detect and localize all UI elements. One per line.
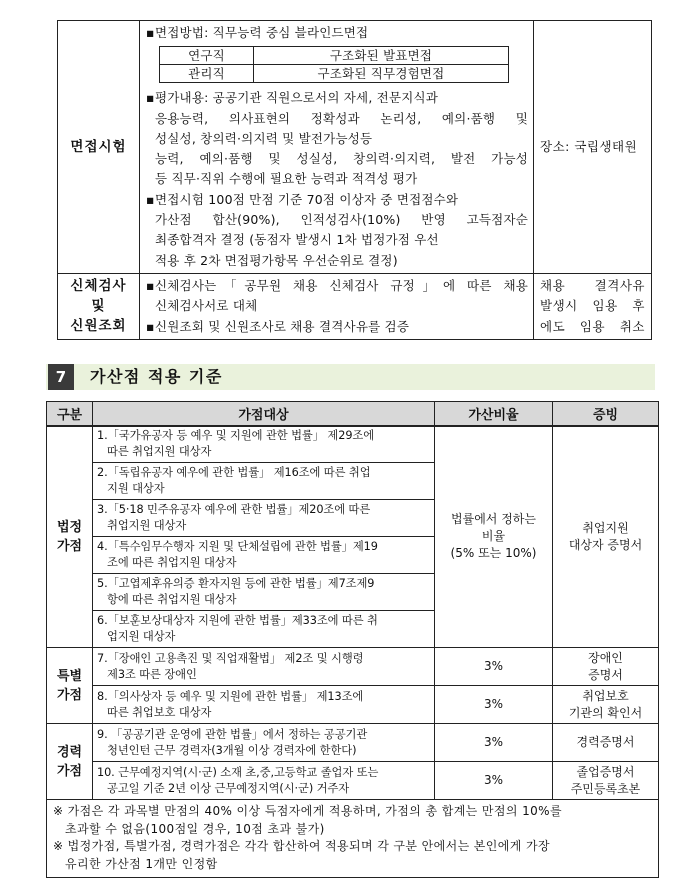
footnote-row: [47, 800, 659, 878]
pass-criteria-line: 최종합격자 결정 (동점자 발생시 1차 법정가점 우선: [155, 232, 439, 248]
pass-criteria: ▪면접시험 100점 만점 기준 70점 이상자 중 면접점수와: [146, 191, 459, 207]
evaluation-content-line: 성실성, 창의력·의지력 및 발전가능성등: [155, 130, 373, 146]
interview-type-row: [160, 65, 509, 83]
physical-check: ▪신체검사는「공무원 채용 신체검사 규정」에 따른 채용: [146, 277, 528, 293]
interview-format: 구조화된 발표면접: [254, 47, 509, 65]
footnote-line: ※ 법정가점, 특별가점, 경력가점은 각각 합산하여 적용되며 각 구분 안에서는 본인에게 가장: [53, 839, 550, 853]
category-career: 경력 가점: [47, 724, 93, 800]
footnote-line: 유리한 가산점 1개만 인정함: [65, 856, 218, 871]
bonus-item: 9. 「공공기관 운영에 관한 법률」에서 정하는 공공기관 청년인턴 근무 경력자(3개월 이상 경력자에 한한다): [93, 724, 435, 762]
physical-header: 신체검사 및 신원조회: [58, 273, 140, 339]
bonus-item: 5.「고엽제후유의증 환자지원 등에 관한 법률」제7조제9 항에 따른 취업지원 대상자: [93, 574, 435, 611]
header-proof: 증빙: [553, 402, 659, 426]
table-row: [47, 426, 659, 463]
background-check: ▪신원조회 및 신원조사로 채용 결격사유를 검증: [146, 318, 410, 334]
interview-format: 구조화된 직무경험면접: [254, 65, 509, 83]
evaluation-content-line: 능력, 예의·품행 및 성실성, 창의력·의지력, 발전 가능성: [155, 151, 528, 167]
rate-value: 3%: [435, 686, 553, 724]
interview-type-table: [159, 46, 509, 83]
table-row: [47, 762, 659, 800]
proof-document: 경력증명서: [553, 724, 659, 762]
bonus-item: 3.「5·18 민주유공자 예우에 관한 법률」제20조에 따른 취업지원 대상자: [93, 500, 435, 537]
interview-location: 장소: 국립생태원: [534, 21, 652, 274]
table-row: [47, 724, 659, 762]
proof-document: 졸업증명서 주민등록초본: [553, 762, 659, 800]
bonus-points-table: [46, 401, 659, 878]
interview-row: [58, 21, 652, 274]
bonus-item: 1.「국가유공자 등 예우 및 지원에 관한 법률」 제29조에 따른 취업지원 대상자: [93, 426, 435, 463]
footnote-line: 초과할 수 없음(100점일 경우, 10점 초과 불가): [65, 821, 325, 836]
proof-document: 취업보호 기관의 확인서: [553, 686, 659, 724]
section-header: [46, 364, 655, 390]
footnote-line: ※ 가점은 각 과목별 만점의 40% 이상 득점자에게 적용하며, 가점의 총 합계는 만점의 10%를: [53, 804, 562, 818]
physical-row: [58, 273, 652, 339]
pass-criteria-line: 적용 후 2차 면접평가항목 우선순위로 결정): [155, 252, 398, 268]
proof-document: 장애인 증명서: [553, 648, 659, 686]
footnotes: [47, 800, 659, 878]
physical-check-line: 신체검사서로 대체: [155, 298, 258, 314]
bonus-item: 6.「보훈보상대상자 지원에 관한 법률」제33조에 따른 취 업지원 대상자: [93, 611, 435, 648]
table-header-row: [47, 402, 659, 426]
evaluation-content-line: 등 직무·직위 수행에 필요한 능력과 적격성 평가: [155, 171, 418, 187]
interview-header: 면접시험: [58, 21, 140, 274]
interview-role: 관리직: [160, 65, 254, 83]
evaluation-content: ▪평가내용: 공공기관 직원으로서의 자세, 전문지식과: [146, 90, 439, 106]
category-special: 특별 가점: [47, 648, 93, 724]
header-category: 구분: [47, 402, 93, 426]
table-row: [47, 686, 659, 724]
interview-role: 연구직: [160, 47, 254, 65]
bonus-item: 10. 근무예정지역(시·군) 소재 초,중,고등학교 졸업자 또는 공고일 기준 2년 이상 근무예정지역(시·군) 거주자: [93, 762, 435, 800]
rate-value: 3%: [435, 762, 553, 800]
rate-legal: 법률에서 정하는 비율 (5% 또는 10%): [435, 426, 553, 648]
interview-type-row: [160, 47, 509, 65]
bonus-item: 2.「독립유공자 예우에 관한 법률」 제16조에 따른 취업 지원 대상자: [93, 463, 435, 500]
category-legal: 법정 가점: [47, 426, 93, 648]
table-row: [47, 648, 659, 686]
bonus-item: 7.「장애인 고용촉진 및 직업재활법」 제2조 및 시행령 제3조 따른 장애인: [93, 648, 435, 686]
section-number: 7: [48, 364, 74, 390]
header-rate: 가산비율: [435, 402, 553, 426]
header-target: 가점대상: [93, 402, 435, 426]
pass-criteria-line: 가산점 합산(90%), 인적성검사(10%) 반영 고득점자순: [155, 212, 528, 228]
section-title: 가산점 적용 기준: [90, 367, 223, 386]
rate-value: 3%: [435, 724, 553, 762]
interview-details: [140, 21, 534, 274]
evaluation-content-line: 응용능력, 의사표현의 정확성과 논리성, 예의·품행 및: [155, 110, 528, 126]
interview-method: ▪면접방법: 직무능력 중심 블라인드면접: [146, 25, 369, 40]
bonus-item: 8.「의사상자 등 예우 및 지원에 관한 법률」 제13조에 따른 취업보호 대상자: [93, 686, 435, 724]
proof-legal: 취업지원 대상자 증명서: [553, 426, 659, 648]
recruitment-process-table: [57, 20, 652, 340]
physical-details: [140, 273, 534, 339]
bonus-item: 4.「특수임무수행자 지원 및 단체설립에 관한 법률」제19 조에 따른 취업지원 대상자: [93, 537, 435, 574]
physical-note: 채용 결격사유 발생시 임용 후 에도 임용 취소: [534, 273, 652, 339]
rate-value: 3%: [435, 648, 553, 686]
